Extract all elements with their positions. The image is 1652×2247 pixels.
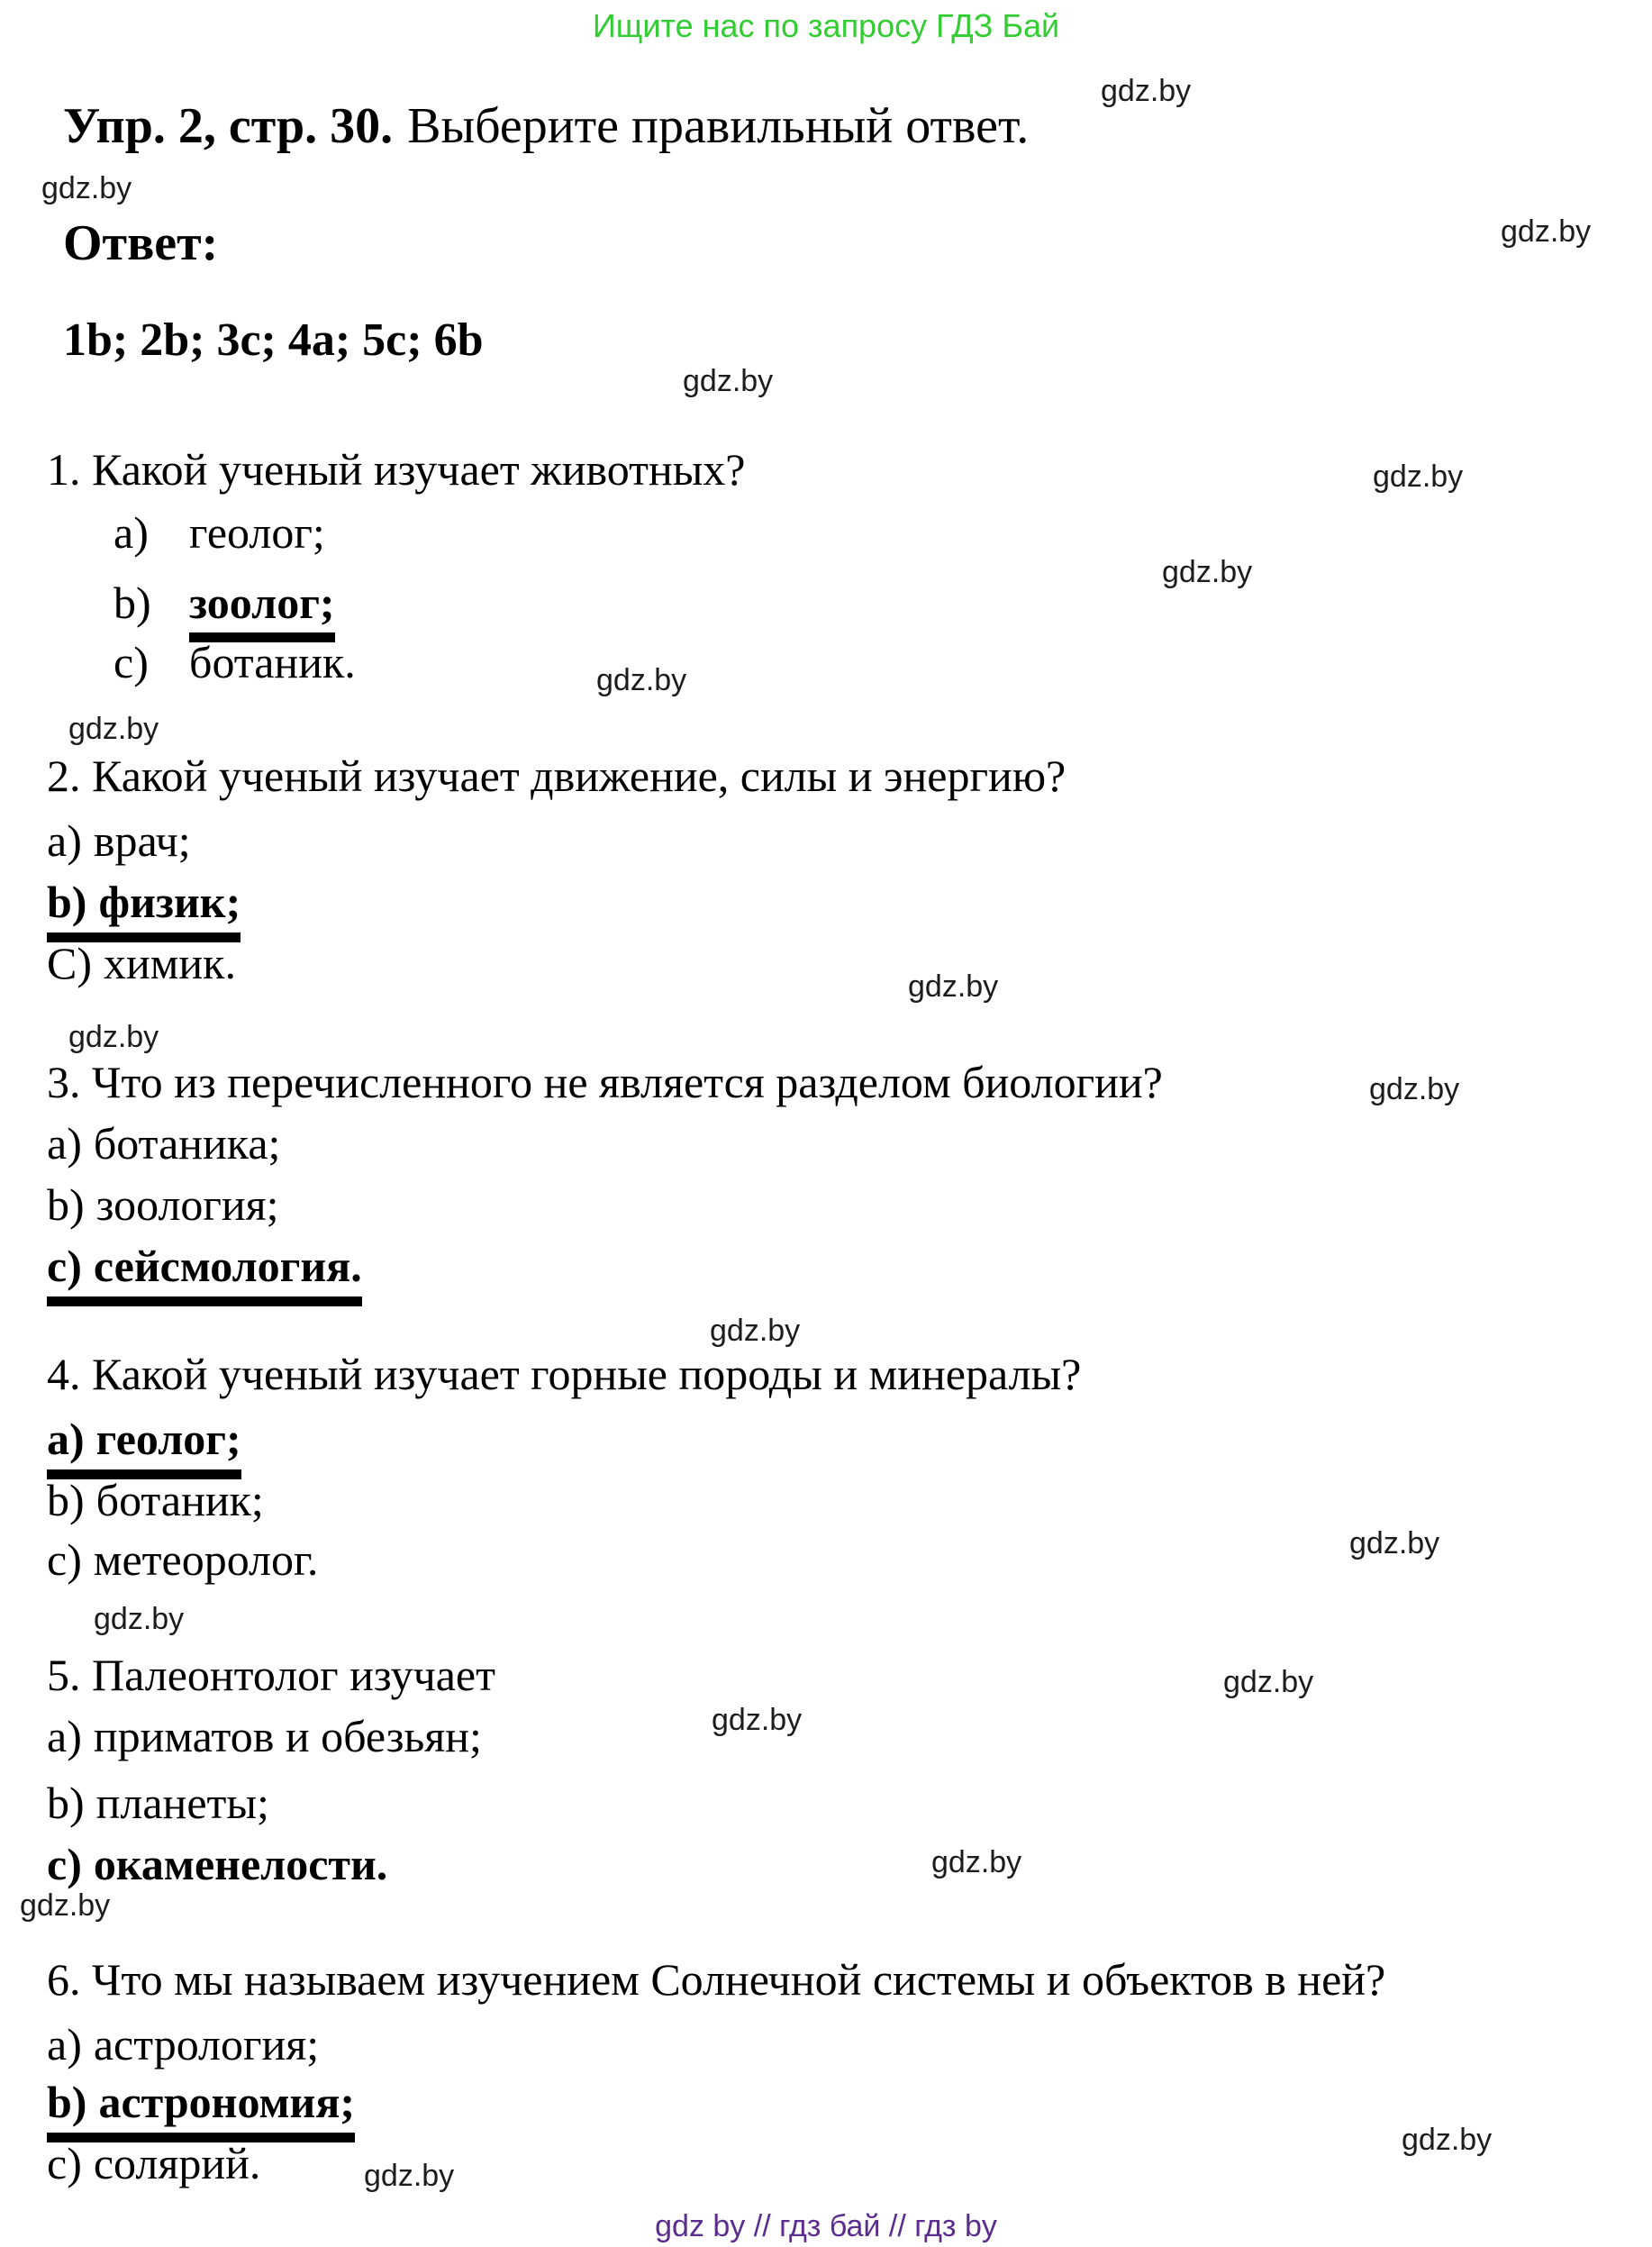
question-1-title: 1. Какой ученый изучает животных? (47, 444, 746, 495)
gdz-watermark: gdz.by (41, 171, 132, 205)
question-6-option-b (47, 2076, 355, 2142)
question-3-option-c (47, 1240, 362, 1306)
option-marker: b) (47, 1778, 85, 1828)
answer-label: Ответ: (63, 215, 219, 271)
question-3-option-a (47, 1117, 280, 1169)
question-2-title: 2. Какой ученый изучает движение, силы и энергию? (47, 751, 1067, 801)
gdz-watermark: gdz.by (68, 712, 159, 746)
option-text: геолог; (95, 1414, 241, 1464)
question-1-option-b (113, 577, 335, 629)
option-text: солярий. (93, 2138, 261, 2188)
gdz-watermark: gdz.by (364, 2159, 455, 2193)
exercise-heading (63, 97, 1029, 155)
gdz-watermark: gdz.by (596, 663, 687, 697)
answer-key: 1b; 2b; 3c; 4a; 5c; 6b (63, 314, 484, 366)
option-text: астрономия; (98, 2077, 356, 2127)
question-4-title: 4. Какой ученый изучает горные породы и минералы? (47, 1349, 1082, 1399)
gdz-watermark: gdz.by (1349, 1526, 1440, 1560)
exercise-heading-bold: Упр. 2, стр. 30. (63, 98, 394, 154)
option-marker: a) (47, 2019, 82, 2070)
question-2-option-b (47, 876, 241, 942)
option-marker: c) (113, 637, 149, 687)
promo-banner: Ищите нас по запросу ГДЗ Бай (592, 7, 1060, 44)
gdz-watermark: gdz.by (931, 1845, 1022, 1879)
gdz-watermark: gdz.by (710, 1314, 801, 1348)
option-text: зоолог; (189, 578, 335, 642)
option-text: приматов и обезьян; (93, 1711, 482, 1761)
gdz-watermark: gdz.by (1402, 2123, 1493, 2157)
gdz-watermark: gdz.by (20, 1888, 111, 1923)
option-marker: b) (47, 1179, 85, 1230)
option-text: планеты; (95, 1778, 269, 1828)
option-text: ботаник; (95, 1475, 264, 1525)
option-text: сейсмология. (93, 1241, 362, 1291)
option-text: геолог; (189, 507, 325, 558)
option-marker: C) (47, 938, 92, 988)
gdz-watermark: gdz.by (908, 969, 999, 1004)
option-marker: a) (113, 507, 149, 558)
option-text: зоология; (95, 1179, 279, 1230)
option-marker: b) (47, 877, 87, 927)
gdz-watermark: gdz.by (1223, 1665, 1314, 1699)
question-4-option-c (47, 1533, 318, 1586)
option-text: химик. (104, 938, 236, 988)
gdz-watermark: gdz.by (712, 1703, 803, 1737)
option-marker: b) (113, 578, 151, 628)
gdz-watermark: gdz.by (1501, 214, 1592, 249)
question-4-option-a (47, 1413, 241, 1479)
option-marker: c) (47, 1534, 82, 1585)
question-5-title: 5. Палеонтолог изучает (47, 1650, 495, 1700)
question-1-option-a (113, 506, 325, 559)
option-marker: a) (47, 1118, 82, 1169)
option-text: врач; (93, 815, 191, 866)
gdz-watermark: gdz.by (68, 1020, 159, 1054)
gdz-watermark: gdz.by (1369, 1072, 1460, 1106)
option-text: физик; (98, 877, 241, 927)
exercise-heading-regular: Выберите правильный ответ. (407, 98, 1030, 154)
option-marker: b) (47, 1475, 85, 1525)
option-text: ботаник. (189, 637, 356, 687)
option-marker: b) (47, 2077, 87, 2127)
question-3-option-b (47, 1178, 279, 1231)
option-text: астрология; (93, 2019, 320, 2070)
option-text: окаменелости. (93, 1839, 388, 1889)
question-6-option-a (47, 2018, 319, 2070)
option-marker: c) (47, 2138, 82, 2188)
option-text: метеоролог. (93, 1534, 319, 1585)
footer-site-names: gdz by // гдз бай // гдз by (655, 2209, 997, 2243)
gdz-watermark: gdz.by (94, 1602, 185, 1636)
gdz-watermark: gdz.by (683, 364, 774, 398)
option-marker: a) (47, 815, 82, 866)
question-4-option-b (47, 1474, 264, 1526)
question-1-option-c (113, 636, 356, 688)
question-2-option-a (47, 814, 191, 867)
option-marker: c) (47, 1839, 82, 1889)
option-text: ботаника; (93, 1118, 281, 1169)
question-3-title: 3. Что из перечисленного не является разделом биологии? (47, 1057, 1163, 1107)
gdz-watermark: gdz.by (1373, 459, 1464, 494)
gdz-watermark: gdz.by (1162, 555, 1253, 589)
question-5-option-c (47, 1838, 387, 1890)
gdz-watermark: gdz.by (1101, 74, 1192, 108)
question-5-option-a (47, 1710, 482, 1762)
question-5-option-b (47, 1777, 269, 1829)
question-2-option-c (47, 937, 236, 989)
option-marker: c) (47, 1241, 82, 1291)
option-marker: a) (47, 1414, 85, 1464)
question-6-option-c (47, 2137, 260, 2189)
question-6-title: 6. Что мы называем изучением Солнечной системы и объектов в ней? (47, 1954, 1386, 2005)
option-marker: a) (47, 1711, 82, 1761)
